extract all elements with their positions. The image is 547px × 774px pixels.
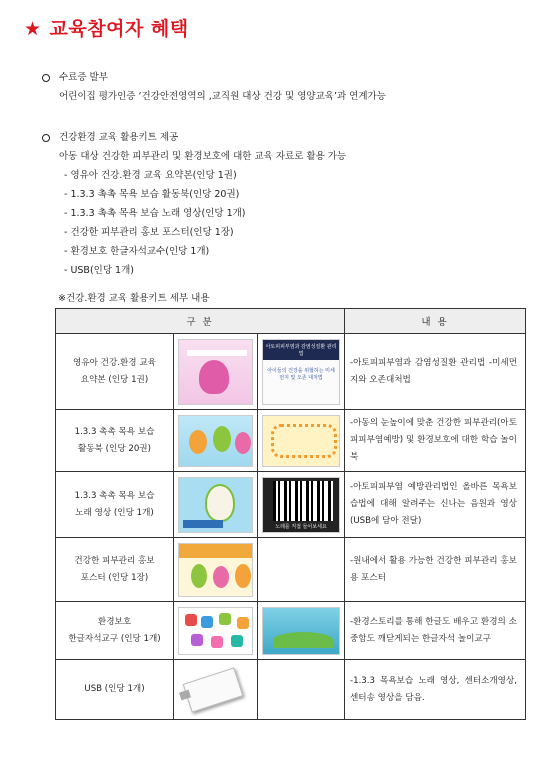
list-item: - 영유아 건강.환경 교육 요약본(인당 1권) — [64, 170, 237, 181]
row-name-line: 한글자석교구 (인당 1개) — [68, 633, 161, 644]
row-description: -아동의 눈높이에 맞춘 건강한 피부관리(아토피피부염예방) 및 환경보호에 대한 학습 놀이북 — [345, 410, 526, 472]
circle-bullet-icon — [42, 134, 50, 142]
row-name-line: 환경보호 — [97, 616, 132, 627]
empty-image-cell — [258, 660, 345, 720]
list-item: - 1.3.3 촉촉 목욕 보습 노래 영상(인당 1개) — [64, 208, 246, 219]
row-name-line: 활동북 (인당 20권) — [78, 443, 151, 454]
row-name-line: 포스터 (인당 1장) — [80, 572, 149, 583]
magnet-letters-image — [178, 607, 253, 655]
section-text: 어린이집 평가인증 ‘건강안전영역의 ,교직원 대상 건강 및 영양교육’과 연계가능 — [59, 91, 386, 102]
section-heading: 수료증 발부 — [59, 72, 108, 83]
image-cell — [174, 660, 258, 720]
image-cell — [258, 334, 345, 410]
row-name — [56, 602, 174, 660]
row-description: -아토피피부염 예방관리법인 올바른 목욕보습법에 대해 알려주는 신나는 음원과 영상(USB에 담아 전달) — [345, 472, 526, 538]
book-subtitle-text: 아이들의 건강을 위협하는 미세먼지 및 오존 대처법 — [267, 367, 335, 381]
song-video-image — [178, 477, 253, 533]
star-icon: ★ — [24, 18, 42, 40]
section-heading: 건강환경 교육 활용키트 제공 — [59, 132, 179, 143]
section-intro: 아동 대상 건강한 피부관리 및 환경보호에 대한 교육 자료로 활용 가능 — [59, 151, 347, 162]
image-cell — [174, 538, 258, 602]
row-name-line: 1.3.3 촉촉 목욕 보습 — [74, 426, 155, 437]
image-cell — [174, 410, 258, 472]
row-name — [56, 472, 174, 538]
table-row — [56, 602, 526, 660]
kit-details-table — [55, 308, 526, 720]
row-description: -아토피피부염과 감염성질환 관리법 -미세먼지와 오존대처법 — [345, 334, 526, 410]
empty-image-cell — [258, 538, 345, 602]
list-item: - 환경보호 한글자석교수(인당 1개) — [64, 246, 210, 257]
list-item: - USB(인당 1개) — [64, 265, 134, 276]
row-description: -원내에서 활용 가능한 건강한 피부관리 홍보용 포스터 — [345, 538, 526, 602]
page-title-text: 교육참여자 혜택 — [49, 18, 189, 40]
poster-image — [178, 543, 253, 597]
usb-image — [178, 665, 253, 715]
image-cell — [258, 410, 345, 472]
page-title — [24, 14, 189, 41]
magnet-board-image — [262, 607, 340, 655]
row-name-line: 영유아 건강.환경 교육 — [73, 357, 156, 368]
book-title-text: 아토피피부염과 감염성질환 관리법 — [263, 340, 339, 360]
qr-code-image — [262, 477, 340, 533]
circle-bullet-icon — [42, 74, 50, 82]
section-kit — [42, 128, 346, 280]
table-header-row — [56, 309, 526, 334]
list-item: - 건강한 피부관리 홍보 포스터(인당 1장) — [64, 227, 234, 238]
list-item: - 1.3.3 촉촉 목욕 보습 활동북(인당 20권) — [64, 189, 240, 200]
table-row — [56, 334, 526, 410]
header-content: 내 용 — [345, 309, 526, 334]
row-name — [56, 334, 174, 410]
row-name-line: 노래 영상 (인당 1개) — [75, 507, 154, 518]
row-name-line: USB (인당 1개) — [84, 684, 145, 694]
row-name-line: 1.3.3 촉촉 목욕 보습 — [74, 490, 155, 501]
row-name — [56, 660, 174, 720]
table-row — [56, 410, 526, 472]
booklet-inner-image — [262, 339, 340, 405]
row-description: -환경스토리를 통해 한글도 배우고 환경의 소중함도 깨닫게되는 한글자석 놀이교구 — [345, 602, 526, 660]
table-note: ※건강.환경 교육 활용키트 세부 내용 — [58, 293, 210, 304]
table-row — [56, 660, 526, 720]
image-cell — [258, 472, 345, 538]
table-row — [56, 472, 526, 538]
qr-caption: 노래를 직접 들어보세요 — [275, 523, 327, 530]
image-cell — [174, 472, 258, 538]
row-description: -1.3.3 목욕보습 노래 영상, 센터소개영상, 센터송 영상을 담음. — [345, 660, 526, 720]
header-category: 구 분 — [56, 309, 345, 334]
image-cell — [258, 602, 345, 660]
row-name-line: 건강한 피부관리 홍보 — [74, 555, 155, 566]
row-name — [56, 538, 174, 602]
activity-book-image — [178, 415, 253, 467]
activity-board-image — [262, 415, 340, 467]
image-cell — [174, 334, 258, 410]
table-row — [56, 538, 526, 602]
booklet-cover-image — [178, 339, 253, 405]
image-cell — [174, 602, 258, 660]
row-name — [56, 410, 174, 472]
section-certificate — [42, 68, 386, 106]
row-name-line: 요약본 (인당 1권) — [80, 374, 149, 385]
